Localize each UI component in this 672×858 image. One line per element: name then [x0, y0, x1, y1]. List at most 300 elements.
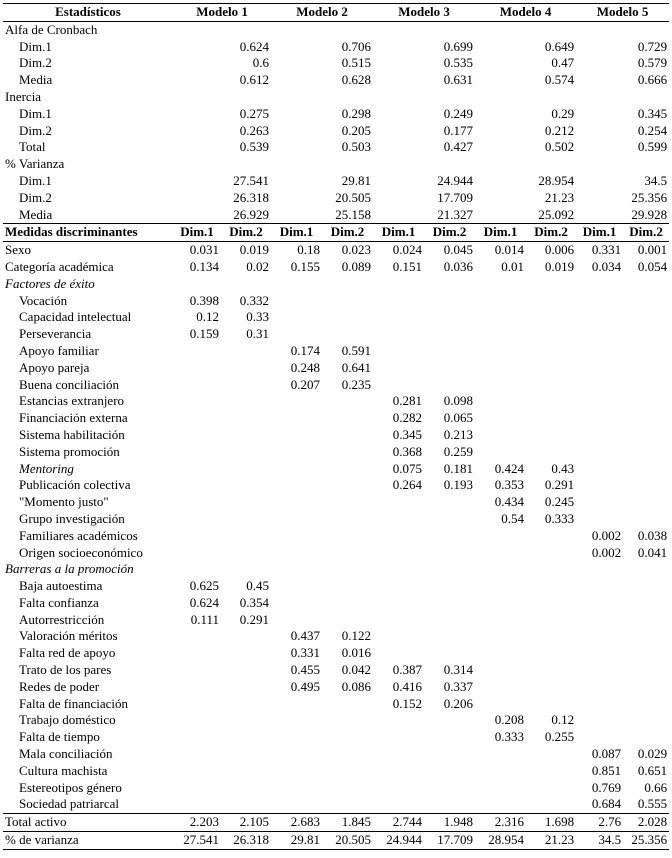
disc-value — [475, 628, 526, 645]
disc-label: Trabajo doméstico — [19, 712, 116, 728]
disc-value — [424, 360, 475, 377]
stat-value: 0.177 — [443, 122, 474, 138]
disc-value — [475, 645, 526, 662]
disc-value — [271, 763, 322, 780]
disc-value — [221, 763, 271, 780]
disc-value: 0.024 — [392, 242, 423, 258]
disc-value: 0.065 — [443, 410, 474, 426]
dim-header: Dim.2 — [322, 224, 373, 242]
disc-value — [576, 662, 623, 679]
disc-value — [424, 780, 475, 797]
stat-row — [3, 72, 669, 89]
disc-value — [221, 645, 271, 662]
discriminant-body — [3, 242, 669, 814]
total-row — [3, 832, 669, 850]
disc-value — [173, 763, 221, 780]
disc-row — [3, 477, 669, 494]
disc-value — [271, 796, 322, 813]
disc-value — [221, 360, 271, 377]
stat-group-label: % Varianza — [5, 156, 65, 172]
disc-value — [221, 662, 271, 679]
disc-value — [173, 645, 221, 662]
disc-value — [221, 780, 271, 797]
model-5-header: Modelo 5 — [576, 4, 669, 22]
disc-label: Origen socioeconómico — [19, 544, 143, 560]
disc-value: 0.235 — [341, 376, 372, 392]
disc-label: Familiares académicos — [19, 527, 138, 543]
disc-label: "Momento justo" — [19, 494, 109, 510]
disc-value — [373, 628, 424, 645]
disc-value — [173, 444, 221, 461]
disc-row — [3, 746, 669, 763]
statistics-body — [3, 21, 669, 224]
disc-value — [475, 696, 526, 713]
disc-value — [475, 360, 526, 377]
disc-row — [3, 612, 669, 629]
total-value: 17.709 — [424, 832, 475, 850]
disc-value — [173, 780, 221, 797]
disc-row — [3, 729, 669, 746]
stat-row — [3, 207, 669, 224]
disc-value — [623, 494, 669, 511]
total-value: 2.683 — [271, 814, 322, 832]
disc-value — [173, 729, 221, 746]
disc-value — [526, 628, 576, 645]
disc-label: Apoyo familiar — [19, 342, 99, 358]
stat-value: 0.535 — [443, 55, 474, 71]
disc-row — [3, 595, 669, 612]
disc-value — [373, 746, 424, 763]
disc-value: 0.208 — [494, 712, 525, 728]
disc-value — [576, 645, 623, 662]
disc-value: 0.02 — [246, 258, 270, 274]
total-value: 2.316 — [475, 814, 526, 832]
stat-value: 27.541 — [233, 172, 270, 188]
disc-value — [322, 796, 373, 813]
disc-value: 0.333 — [544, 510, 575, 526]
stat-value: 17.709 — [437, 189, 474, 205]
disc-value — [271, 528, 322, 545]
disc-value: 0.66 — [644, 779, 668, 795]
disc-value: 0.014 — [494, 242, 525, 258]
disc-value: 0.345 — [392, 426, 423, 442]
disc-value: 0.038 — [637, 527, 668, 543]
disc-row — [3, 696, 669, 713]
disc-value: 0.398 — [189, 292, 219, 308]
stat-value: 0.624 — [239, 38, 270, 54]
disc-label: Falta confianza — [19, 594, 99, 610]
disc-value: 0.029 — [637, 746, 668, 762]
disc-value — [173, 746, 221, 763]
disc-value — [475, 595, 526, 612]
disc-value — [576, 393, 623, 410]
disc-value — [623, 326, 669, 343]
disc-row — [3, 712, 669, 729]
dim-header: Dim.2 — [221, 224, 271, 242]
disc-value: 0.034 — [591, 258, 622, 274]
stat-value: 0.631 — [443, 72, 474, 88]
stat-value: 0.574 — [544, 72, 575, 88]
models-header-row — [3, 4, 669, 22]
disc-value — [271, 696, 322, 713]
stat-value: 0.628 — [341, 72, 372, 88]
total-value: 26.318 — [221, 832, 271, 850]
disc-value: 0.245 — [544, 494, 575, 510]
disc-value — [322, 763, 373, 780]
disc-value — [526, 545, 576, 562]
disc-value — [221, 796, 271, 813]
disc-value: 0.151 — [392, 258, 423, 274]
disc-value — [576, 679, 623, 696]
disc-value — [576, 612, 623, 629]
disc-value — [623, 377, 669, 394]
disc-label: Falta red de apoyo — [19, 645, 116, 661]
disc-value — [173, 511, 221, 528]
disc-value — [271, 393, 322, 410]
disc-value — [221, 393, 271, 410]
stat-value: 24.944 — [437, 172, 474, 188]
stat-value: 0.205 — [341, 122, 372, 138]
disc-value: 0.264 — [392, 477, 423, 493]
disc-value — [322, 309, 373, 326]
stat-value: 0.515 — [341, 55, 372, 71]
disc-group-row — [3, 561, 669, 578]
disc-value — [271, 545, 322, 562]
disc-value — [526, 679, 576, 696]
disc-value — [475, 326, 526, 343]
disc-value — [526, 309, 576, 326]
disc-row — [3, 763, 669, 780]
disc-value — [271, 477, 322, 494]
disc-value — [623, 679, 669, 696]
stat-value: 0.539 — [239, 139, 270, 155]
disc-value — [526, 645, 576, 662]
disc-label: Sexo — [5, 242, 31, 258]
stat-value: 29.928 — [576, 207, 669, 224]
disc-row — [3, 326, 669, 343]
disc-value: 0.155 — [290, 258, 321, 274]
total-value: 24.944 — [373, 832, 424, 850]
total-value: 29.81 — [271, 832, 322, 850]
disc-value: 0.036 — [443, 258, 474, 274]
disc-value — [475, 528, 526, 545]
disc-value: 0.181 — [443, 460, 474, 476]
disc-value — [623, 511, 669, 528]
disc-label: Valoración méritos — [19, 628, 118, 644]
disc-value — [322, 444, 373, 461]
results-table-container — [3, 3, 669, 850]
disc-value — [576, 595, 623, 612]
disc-value — [475, 377, 526, 394]
disc-value — [271, 746, 322, 763]
stats-header: Estadísticos — [3, 4, 173, 22]
disc-value — [221, 712, 271, 729]
disc-value — [424, 528, 475, 545]
disc-value — [373, 595, 424, 612]
model-3-header: Modelo 3 — [373, 4, 475, 22]
disc-value — [526, 746, 576, 763]
disc-value — [623, 628, 669, 645]
disc-value — [221, 679, 271, 696]
disc-value — [526, 360, 576, 377]
disc-value — [526, 763, 576, 780]
disc-value — [322, 494, 373, 511]
disc-value — [623, 578, 669, 595]
disc-value — [373, 360, 424, 377]
disc-value — [576, 293, 623, 310]
disc-value: 0.098 — [443, 393, 474, 409]
disc-value: 0.769 — [591, 779, 622, 795]
disc-group-label: Barreras a la promoción — [5, 561, 134, 577]
disc-value — [576, 461, 623, 478]
disc-value — [526, 427, 576, 444]
stat-row — [3, 39, 669, 56]
disc-value: 0.31 — [246, 326, 270, 342]
disc-value — [271, 461, 322, 478]
disc-value: 0.331 — [290, 645, 321, 661]
stat-row — [3, 173, 669, 190]
disc-value — [271, 729, 322, 746]
disc-value — [475, 763, 526, 780]
disc-value — [576, 729, 623, 746]
disc-value — [221, 746, 271, 763]
disc-value — [424, 326, 475, 343]
disc-value — [424, 729, 475, 746]
disc-value — [623, 696, 669, 713]
stat-value: 26.318 — [233, 189, 270, 205]
disc-value — [576, 444, 623, 461]
disc-value: 0.255 — [544, 729, 575, 745]
stat-label: Media — [19, 72, 53, 88]
disc-value — [623, 712, 669, 729]
disc-row — [3, 578, 669, 595]
disc-value: 0.45 — [246, 578, 270, 594]
stat-value: 0.502 — [544, 139, 575, 155]
disc-value: 0.437 — [290, 628, 321, 644]
disc-value — [221, 528, 271, 545]
disc-value — [526, 595, 576, 612]
disc-row — [3, 410, 669, 427]
disc-value — [475, 662, 526, 679]
disc-value — [322, 780, 373, 797]
disc-value — [623, 393, 669, 410]
disc-label: Baja autoestima — [19, 578, 103, 594]
disc-value — [373, 528, 424, 545]
disc-value — [623, 444, 669, 461]
total-value: 2.744 — [373, 814, 424, 832]
disc-value: 0.33 — [246, 309, 270, 325]
disc-value — [173, 662, 221, 679]
disc-value: 0.002 — [591, 527, 622, 543]
disc-value: 0.684 — [591, 796, 622, 812]
disc-value — [173, 545, 221, 562]
disc-value — [475, 796, 526, 813]
stat-group-row — [3, 21, 669, 38]
disc-value: 0.282 — [392, 410, 423, 426]
stat-value: 21.327 — [373, 207, 475, 224]
disc-value — [373, 763, 424, 780]
disc-value — [424, 545, 475, 562]
disc-value — [475, 612, 526, 629]
disc-value: 0.434 — [494, 494, 525, 510]
disc-value — [271, 595, 322, 612]
disc-value — [623, 343, 669, 360]
disc-row — [3, 545, 669, 562]
disc-row — [3, 242, 669, 259]
disc-value: 0.353 — [494, 477, 525, 493]
disc-value — [576, 343, 623, 360]
disc-label: Sociedad patriarcal — [19, 796, 119, 812]
disc-value — [322, 612, 373, 629]
disc-value — [623, 612, 669, 629]
disc-value: 0.159 — [189, 326, 219, 342]
disc-value — [173, 343, 221, 360]
stat-value: 0.249 — [443, 105, 474, 121]
disc-value — [221, 427, 271, 444]
disc-value: 0.087 — [591, 746, 622, 762]
disc-value — [576, 427, 623, 444]
totals-body — [3, 814, 669, 850]
total-value: 1.948 — [424, 814, 475, 832]
dims-header-row — [3, 224, 669, 242]
disc-value — [322, 696, 373, 713]
stat-value: 0.599 — [637, 139, 668, 155]
disc-value — [576, 628, 623, 645]
disc-value — [475, 780, 526, 797]
disc-value: 0.625 — [189, 578, 219, 594]
disc-value — [424, 712, 475, 729]
disc-value: 0.075 — [392, 460, 423, 476]
disc-label: Mala conciliación — [19, 746, 113, 762]
disc-label: Estereotipos género — [19, 779, 122, 795]
stat-value: 29.81 — [341, 172, 372, 188]
disc-value — [373, 612, 424, 629]
disc-value — [173, 377, 221, 394]
disc-value — [526, 578, 576, 595]
disc-value — [475, 746, 526, 763]
disc-value — [373, 545, 424, 562]
stat-value: 26.929 — [173, 207, 271, 224]
stat-value: 25.092 — [475, 207, 576, 224]
disc-value — [373, 796, 424, 813]
disc-value: 0.624 — [189, 594, 219, 610]
disc-row — [3, 461, 669, 478]
disc-label: Sistema promoción — [19, 443, 120, 459]
disc-row — [3, 679, 669, 696]
disc-value — [322, 746, 373, 763]
disc-value — [526, 696, 576, 713]
disc-row — [3, 528, 669, 545]
disc-value — [173, 528, 221, 545]
disc-value: 0.206 — [443, 695, 474, 711]
disc-value — [173, 427, 221, 444]
disc-value — [173, 796, 221, 813]
disc-label: Redes de poder — [19, 678, 100, 694]
stat-label: Dim.2 — [19, 122, 52, 138]
disc-value — [475, 410, 526, 427]
disc-value — [221, 494, 271, 511]
disc-value: 0.031 — [189, 242, 219, 258]
disc-value — [576, 377, 623, 394]
disc-value — [526, 343, 576, 360]
disc-value — [526, 326, 576, 343]
stat-value: 0.579 — [637, 55, 668, 71]
stat-row — [3, 55, 669, 72]
disc-value — [576, 578, 623, 595]
disc-value — [623, 729, 669, 746]
disc-value — [475, 309, 526, 326]
disc-value — [623, 662, 669, 679]
disc-value: 0.152 — [392, 695, 423, 711]
disc-value: 0.002 — [591, 544, 622, 560]
disc-label: Buena conciliación — [19, 376, 119, 392]
stat-value: 20.505 — [335, 189, 372, 205]
disc-value — [173, 410, 221, 427]
disc-value: 0.086 — [341, 678, 372, 694]
disc-value — [271, 712, 322, 729]
disc-value: 0.259 — [443, 443, 474, 459]
disc-value: 0.213 — [443, 426, 474, 442]
disc-value — [271, 578, 322, 595]
disc-value — [173, 393, 221, 410]
stat-value: 0.666 — [637, 72, 668, 88]
disc-value — [576, 712, 623, 729]
disc-value — [424, 578, 475, 595]
disc-value — [373, 494, 424, 511]
disc-value — [475, 393, 526, 410]
disc-value — [221, 545, 271, 562]
stat-value: 0.427 — [443, 139, 474, 155]
disc-value: 0.207 — [290, 376, 321, 392]
disc-value: 0.332 — [239, 292, 270, 308]
total-value: 2.028 — [623, 814, 669, 832]
disc-value: 0.045 — [443, 242, 474, 258]
disc-value — [271, 293, 322, 310]
disc-label: Publicación colectiva — [19, 477, 131, 493]
disc-value — [475, 545, 526, 562]
disc-value — [576, 410, 623, 427]
total-value: 21.23 — [526, 832, 576, 850]
disc-value — [623, 645, 669, 662]
disc-value — [221, 729, 271, 746]
disc-value: 0.18 — [297, 242, 321, 258]
disc-row — [3, 343, 669, 360]
disc-value — [221, 410, 271, 427]
disc-label: Categoría académica — [5, 258, 114, 274]
disc-value — [623, 595, 669, 612]
disc-value: 0.851 — [591, 762, 622, 778]
dim-header: Dim.1 — [173, 224, 221, 242]
stat-value: 0.612 — [239, 72, 270, 88]
disc-value — [221, 477, 271, 494]
disc-value — [623, 410, 669, 427]
disc-row — [3, 293, 669, 310]
disc-value — [424, 343, 475, 360]
stat-label: Media — [3, 207, 173, 224]
dim-header: Dim.2 — [424, 224, 475, 242]
disc-value: 0.111 — [190, 611, 219, 627]
disc-value — [322, 461, 373, 478]
disc-value: 0.193 — [443, 477, 474, 493]
disc-value — [526, 393, 576, 410]
disc-value — [221, 461, 271, 478]
disc-value: 0.023 — [341, 242, 372, 258]
model-2-header: Modelo 2 — [271, 4, 373, 22]
disc-value — [424, 763, 475, 780]
disc-value — [322, 410, 373, 427]
disc-value — [424, 612, 475, 629]
disc-value — [373, 511, 424, 528]
